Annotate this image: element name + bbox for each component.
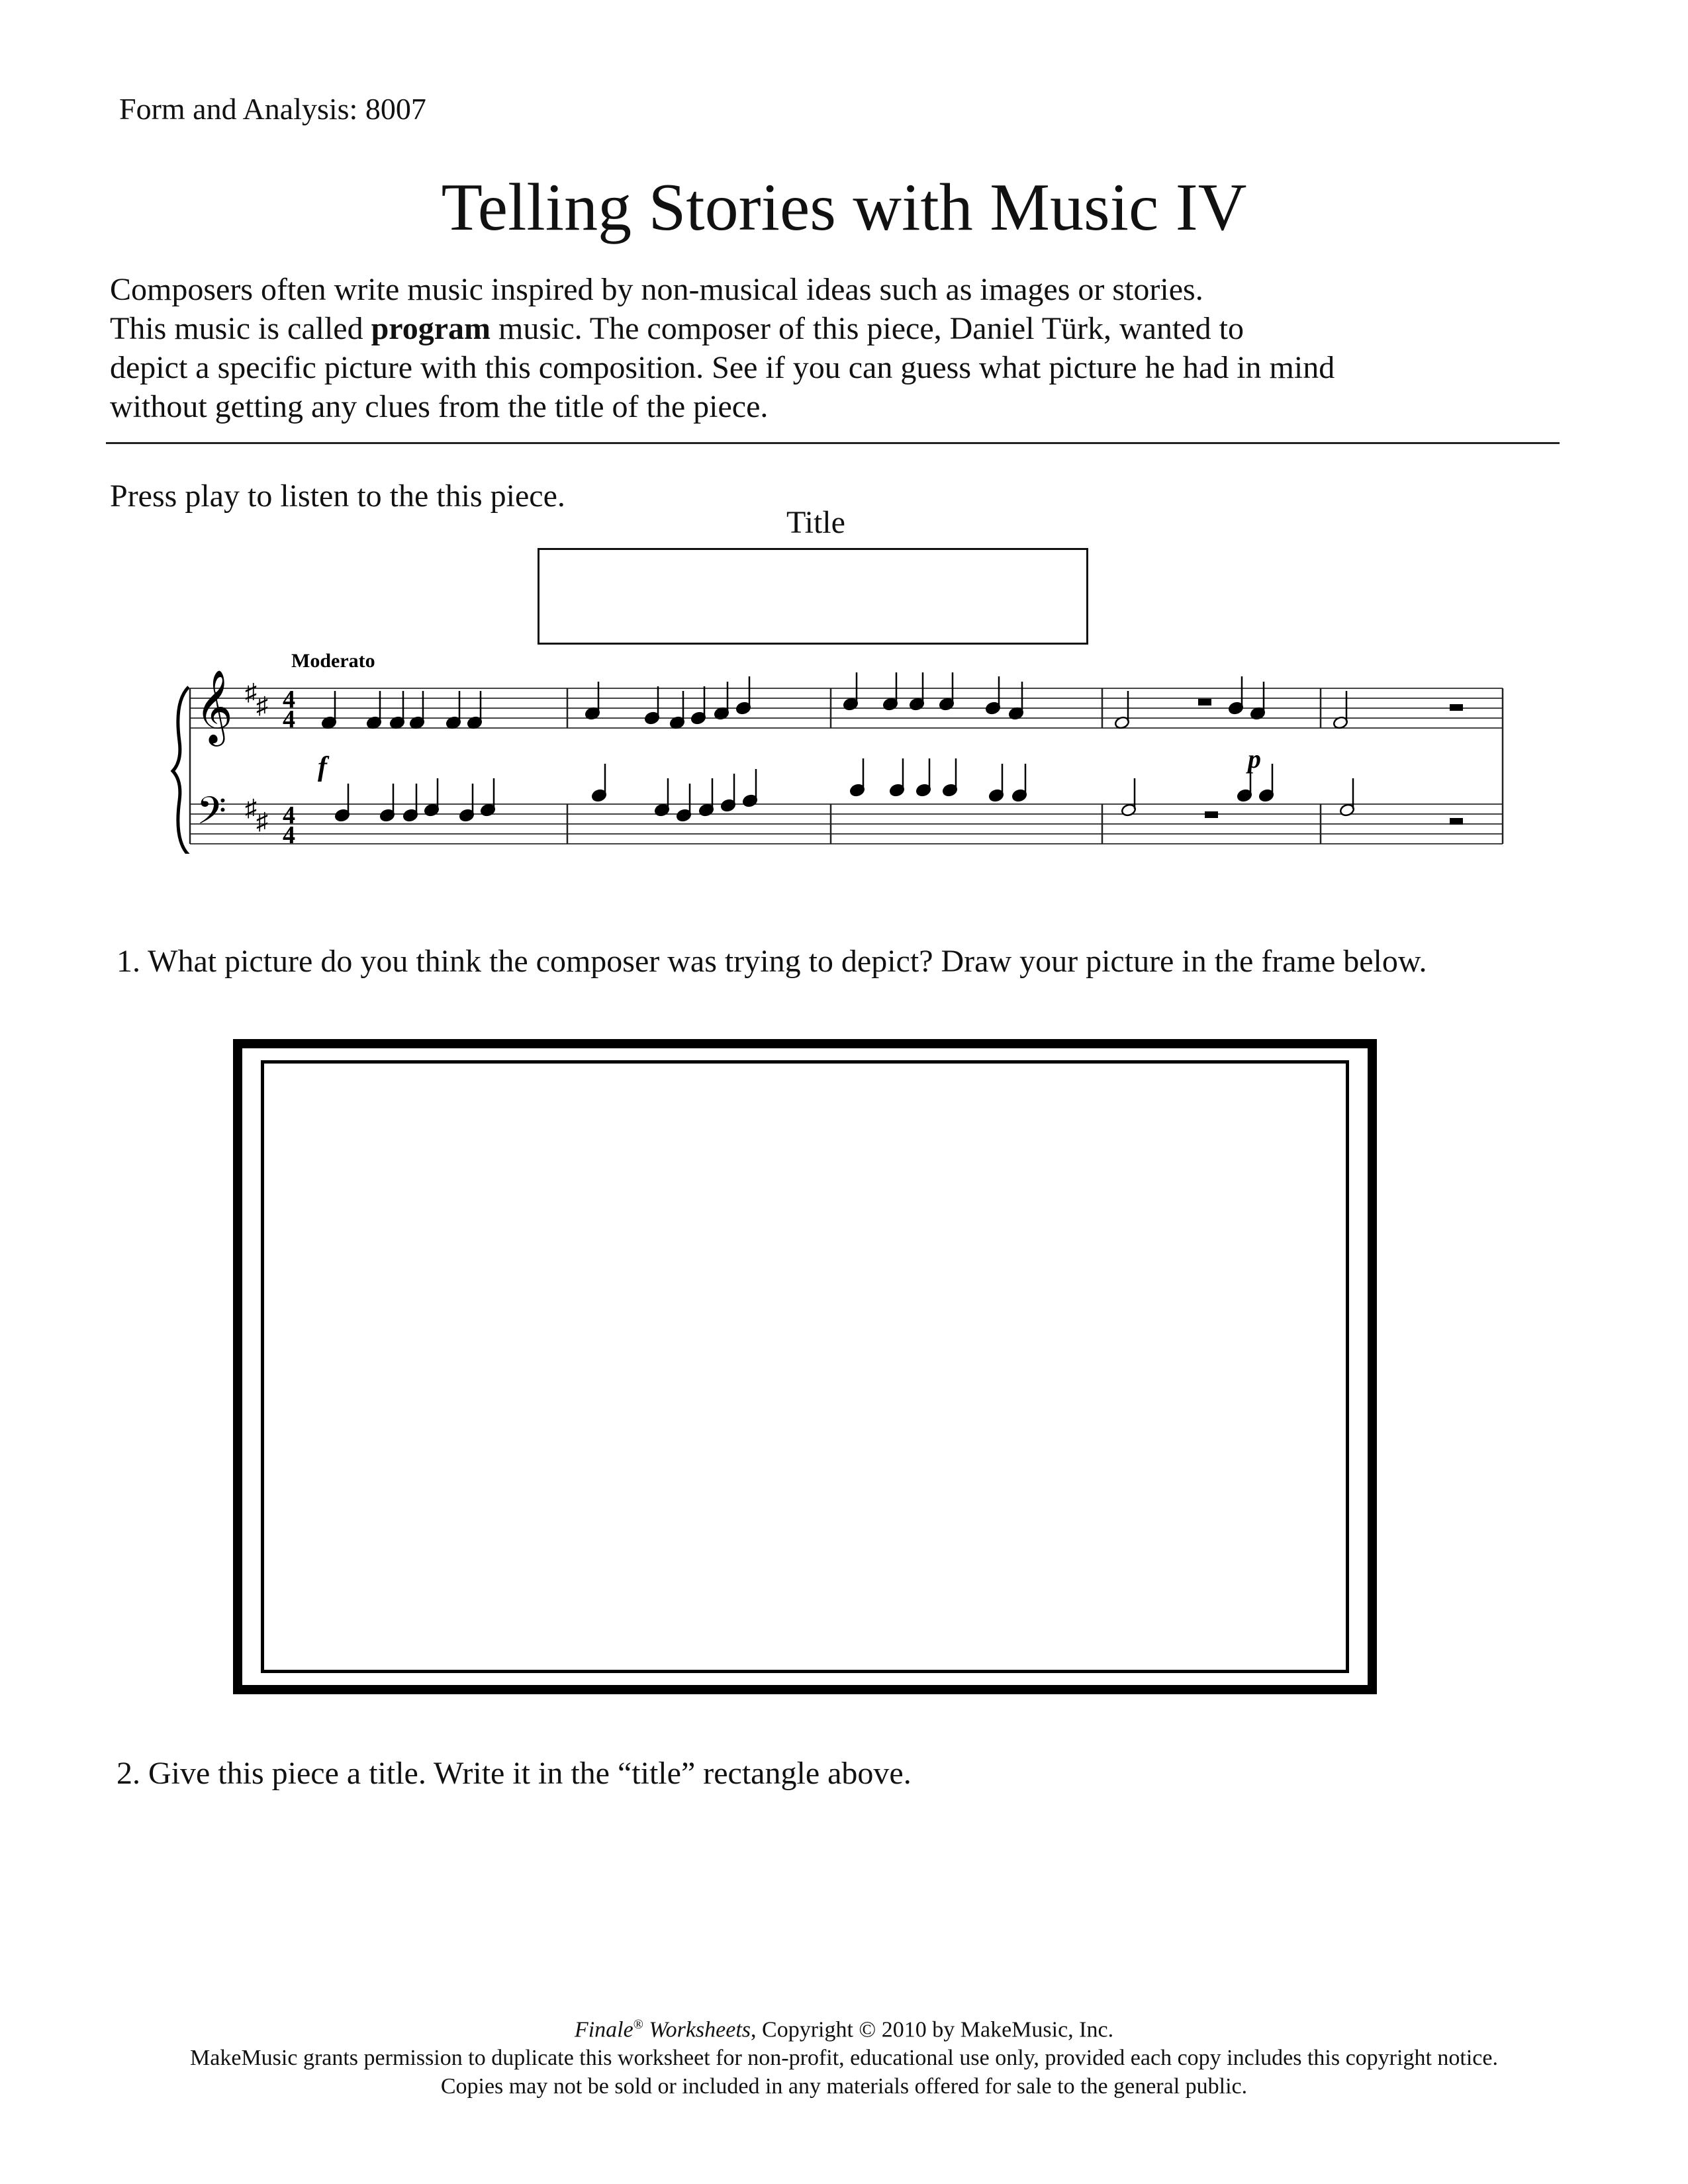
- rest: [1450, 818, 1463, 825]
- intro-line-2-end: music. The composer of this piece, Daniel Türk, wanted to: [491, 311, 1244, 346]
- grand-staff-brace: [173, 687, 189, 854]
- program-term: program: [371, 311, 491, 346]
- notes-layer: [321, 672, 1463, 825]
- treble-clef-icon: 𝄞: [195, 671, 233, 742]
- title-box-label: Title: [786, 505, 845, 540]
- footer-line-3: Copies may not be sold or included in any materials offered for sale to the general public.: [440, 2074, 1248, 2099]
- treble-time-bottom: 4: [283, 705, 295, 733]
- footer-product-2: Worksheets: [643, 2017, 751, 2042]
- question-1: 1. What picture do you think the composer was trying to depict? Draw your picture in the frame below.: [117, 944, 1427, 979]
- rest: [1198, 699, 1211, 705]
- music-score: [169, 635, 1532, 854]
- treble-key-signature: ♯: [245, 679, 257, 705]
- copyright-footer: [0, 2011, 1688, 2101]
- drawing-frame-inner-border: [261, 1060, 1349, 1673]
- footer-product: Finale: [574, 2017, 633, 2042]
- tempo-marking: Moderato: [291, 650, 375, 672]
- course-header: Form and Analysis: 8007: [119, 92, 426, 126]
- page-title: Telling Stories with Music IV: [441, 170, 1247, 245]
- rest: [1450, 704, 1463, 711]
- registered-mark: ®: [633, 2017, 643, 2032]
- intro-paragraph: [110, 270, 1566, 426]
- title-answer-box[interactable]: [538, 548, 1088, 645]
- intro-line-3: depict a specific picture with this composition. See if you can guess what picture he had in mind: [110, 350, 1335, 385]
- section-divider: [106, 442, 1560, 444]
- footer-line-1: [0, 2011, 1688, 2044]
- treble-key-signature-2: ♯: [256, 692, 268, 719]
- treble-time-top: 4: [283, 686, 295, 713]
- dynamic-piano: p: [1248, 744, 1261, 774]
- intro-line-4: without getting any clues from the title of the piece.: [110, 389, 769, 424]
- intro-line-2: [110, 309, 1566, 348]
- bass-key-signature: ♯: [245, 795, 257, 821]
- question-2: 2. Give this piece a title. Write it in the “title” rectangle above.: [117, 1756, 912, 1791]
- footer-copyright: , Copyright © 2010 by MakeMusic, Inc.: [751, 2017, 1114, 2042]
- listen-prompt: Press play to listen to the this piece.: [110, 478, 565, 514]
- bass-time-bottom: 4: [283, 821, 295, 849]
- rest: [1205, 811, 1218, 818]
- intro-line-2-start: This music is called: [110, 311, 371, 346]
- bass-time-top: 4: [283, 801, 295, 829]
- intro-line-1: Composers often write music inspired by non-musical ideas such as images or stories.: [110, 272, 1203, 307]
- footer-line-2: MakeMusic grants permission to duplicate this worksheet for non-profit, educational use only, provided each copy includes this copyright notice.: [190, 2046, 1498, 2071]
- dynamic-forte: f: [318, 752, 327, 782]
- bass-clef-icon: 𝄢: [197, 791, 227, 842]
- bass-key-signature-2: ♯: [256, 808, 268, 835]
